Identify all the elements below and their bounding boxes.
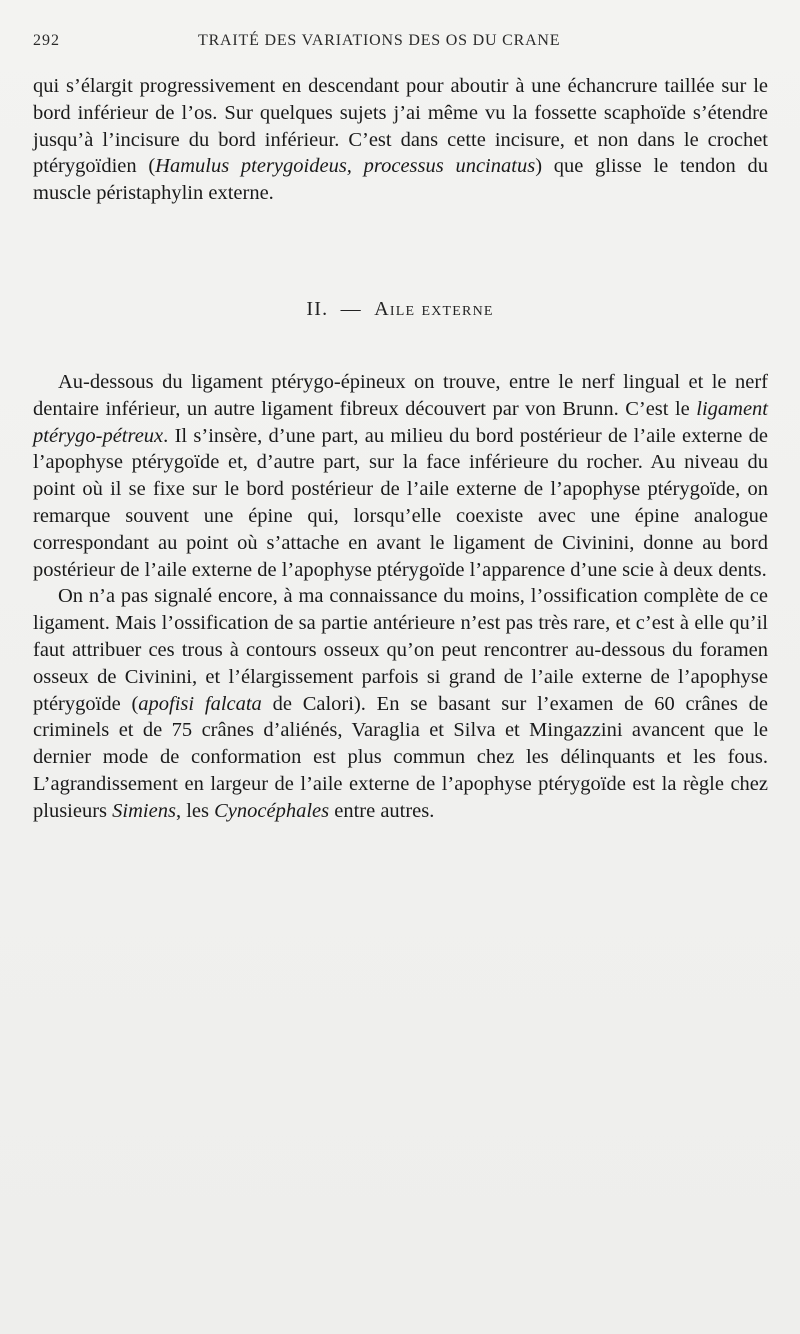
paragraph-1 <box>33 73 768 207</box>
running-title: TRAITÉ DES VARIATIONS DES OS DU CRANE <box>198 32 561 49</box>
paragraph-2-text-a: Au-dessous du ligament ptérygo-épineux on trouve, entre le nerf lingual et le nerf dentaire inférieur, un autre ligament fibreux découvert par von Brunn. C’est le <box>33 371 768 420</box>
section-heading <box>0 298 800 321</box>
paragraph-3-text-a: On n’a pas signalé encore, à ma connaissance du moins, l’ossification complète de ce ligament. Mais l’ossification de sa partie antérieure n’est pas très rare, et c’est à elle qu’il faut attribuer ces trous à contours osseux qu’on peut rencontrer au-dessous du foramen osseux de Civinini, et l’élargissement parfois si grand de l’aile externe de l’apophyse ptérygoïde ( <box>33 585 768 715</box>
paragraph-2-text-b: . Il s’insère, d’une part, au milieu du bord postérieur de l’aile externe de l’apophyse ptérygoïde et, d’autre part, sur la face inférieure du rocher. Au niveau du point où il se fixe sur le bord postérieur de l’aile externe de l’apophyse ptérygoïde, on remarque souvent une épine qui, lorsqu’elle coexiste avec une épine analogue correspondant au point où s’attache en avant le ligament de Civinini, donne au bord postérieur de l’aile externe de l’apophyse ptérygoïde l’apparence d’une scie à deux dents. <box>33 424 768 581</box>
paragraph-3-text-b: de Calori). En se basant sur l’examen de 60 crânes de criminels et de 75 crânes d’aliénés, Varaglia et Silva et Mingazzini avancent que le dernier mode de conformation est plus commun chez les délinquants et les fous. L’agrandissement en largeur de l’aile externe de l’apophyse ptérygoïde est la règle chez plusieurs <box>33 692 768 822</box>
paragraph-1-italic-a: Hamulus pterygoideus, processus uncinatus <box>155 155 536 178</box>
paragraph-3-italic-b: Simiens <box>112 799 176 822</box>
paragraph-3-text-c: , les <box>175 799 215 822</box>
paragraph-3-text-d: entre autres. <box>329 799 435 822</box>
section-dash: — <box>340 298 362 320</box>
paragraph-3-italic-c: Cynocéphales <box>214 799 330 822</box>
running-head <box>33 32 773 54</box>
paragraph-3 <box>33 583 768 824</box>
paragraph-1-text-b: ) que glisse le tendon du muscle péristaphylin externe. <box>33 155 768 205</box>
text-block-main <box>33 369 768 825</box>
page-number: 292 <box>33 32 60 49</box>
section-title: Aile externe <box>374 298 494 320</box>
paragraph-2-italic-a: ligament ptérygo-pétreux <box>33 397 768 447</box>
section-number: II. <box>306 298 329 320</box>
paragraph-1-text-a: qui s’élargit progressivement en descendant pour aboutir à une échancrure taillée sur le bord inférieur de l’os. Sur quelques sujets j’ai même vu la fossette scaphoïde s’étendre jusqu’à l’incisure du bord inférieur. C’est dans cette incisure, et non dans le crochet ptérygoïdien ( <box>33 75 768 178</box>
paragraph-2 <box>33 369 768 583</box>
paragraph-3-italic-a: apofisi falcata <box>138 692 262 715</box>
text-block-top <box>33 73 768 207</box>
